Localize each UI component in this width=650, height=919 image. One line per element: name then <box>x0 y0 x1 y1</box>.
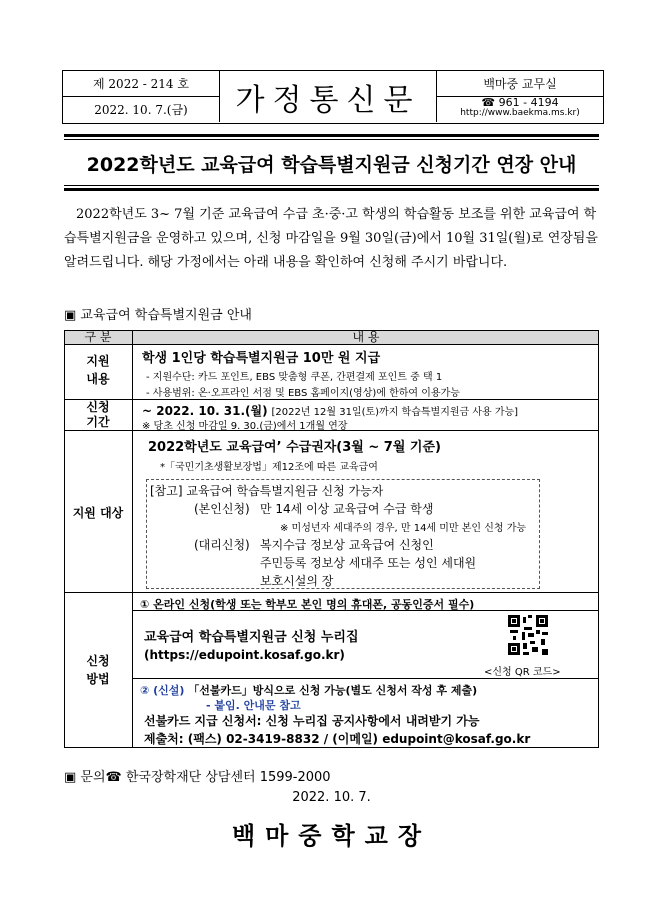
method1-url[interactable]: (https://edupoint.kosaf.go.kr) <box>144 648 345 662</box>
office-cell <box>437 71 603 122</box>
school-url[interactable]: http://www.baekma.ms.kr) <box>460 108 580 118</box>
office-phone: ☎ 961 - 4194 <box>481 96 559 109</box>
row-label-support: 지원 내용 <box>86 354 110 386</box>
row-label-target: 지원 대상 <box>72 506 124 520</box>
support-main: 학생 1인당 학습특별지원금 10만 원 지급 <box>142 351 381 366</box>
signature: 백마중학교장 <box>231 821 432 850</box>
issue-number: 제 2022 - 214 호 <box>63 71 219 97</box>
support-scope: - 사용범위: 온·오프라인 서점 및 EBS 홈페이지(영상)에 한하여 이용가능 <box>146 388 460 399</box>
target-main: 2022학년도 교육급여’ 수급권자(3월 ~ 7월 기준) <box>148 440 441 455</box>
contact-info: ▣ 문의☎ 한국장학재단 상담센터 1599-2000 <box>64 770 331 785</box>
method2-prefix: ② (신설) <box>140 684 185 697</box>
support-means: - 지원수단: 카드 포인트, EBS 맞춤형 쿠폰, 간편결제 포인트 중 택 1 <box>146 372 443 383</box>
method2-note: - 붙임. 안내문 참고 <box>206 699 301 712</box>
col-header-category: 구 분 <box>84 330 112 344</box>
qr-code-icon[interactable] <box>508 615 548 655</box>
intro-paragraph <box>64 203 599 275</box>
divider-title <box>64 188 599 191</box>
newsletter-title: 가정통신문 <box>220 71 437 122</box>
page-title: 2022학년도 교육급여 학습특별지원금 신청기간 연장 안내 <box>86 154 577 176</box>
ref-proxy-label: (대리신청) <box>194 538 250 552</box>
reference-title: [참고] 교육급여 학습특별지원금 신청 가능자 <box>150 484 384 498</box>
office-contact <box>437 97 603 122</box>
row-label-method: 신청 방법 <box>86 654 110 686</box>
period-note: [2022년 12월 31일(토)까지 학습특별지원금 사용 가능] <box>271 407 519 418</box>
method2-submit: 제출처: (팩스) 02-3419-8832 / (이메일) edupoint@kosaf.go.kr <box>144 732 531 746</box>
method1-title: ① 온라인 신청(학생 또는 학부모 본인 명의 휴대폰, 공동인증서 필수) <box>140 598 475 611</box>
divider-top <box>64 134 599 137</box>
footer-date: 2022. 10. 7. <box>292 790 371 805</box>
method2-form: 선불카드 지급 신청서: 신청 누리집 공지사항에서 내려받기 가능 <box>144 714 480 728</box>
divider-title-thin <box>64 185 599 186</box>
method1-site: 교육급여 학습특별지원금 신청 누리집 <box>144 630 359 645</box>
ref-proxy-2: 주민등록 정보상 세대주 또는 성인 세대원 <box>260 556 477 570</box>
divider-top-thin <box>64 139 599 140</box>
ref-proxy-1: 복지수급 정보상 교육급여 신청인 <box>260 538 434 552</box>
period-deadline: ~ 2022. 10. 31.(월) <box>142 404 268 418</box>
newsletter-header <box>62 70 604 124</box>
ref-proxy-3: 보호시설의 장 <box>260 574 334 588</box>
ref-self-label: (본인신청) <box>194 502 250 516</box>
office-name: 백마중 교무실 <box>437 71 603 97</box>
issue-date: 2022. 10. 7.(금) <box>94 103 188 117</box>
intro-text: 2022학년도 3~ 7월 기준 교육급여 수급 초·중·고 학생의 학습활동 보조를 위한 교육급여 학습특별지원금을 운영하고 있으며, 신청 마감일을 9월 30일(금)에서 10월 31일(월)로 연장됨을 알려드립니다. 해당 가정에서는 아래 내용을 확인하여 신청해 주시기 바랍니다. <box>64 207 598 270</box>
info-table <box>64 330 599 748</box>
target-note: *「국민기초생활보장법」제12조에 따른 교육급여 <box>160 462 378 473</box>
issue-cell <box>63 71 220 122</box>
method2-title-line <box>140 682 477 698</box>
section-heading: ▣ 교육급여 학습특별지원금 안내 <box>64 308 252 323</box>
method2-title: 「선불카드」방식으로 신청 가능(별도 신청서 작성 후 제출) <box>188 684 478 697</box>
period-extension: ※ 당초 신청 마감일 9. 30.(금)에서 1개월 연장 <box>142 421 348 432</box>
qr-caption: <신청 QR 코드> <box>484 667 561 678</box>
ref-self-note: ※ 미성년자 세대주의 경우, 만 14세 미만 본인 신청 가능 <box>280 523 527 534</box>
row-label-period: 신청 기간 <box>86 400 110 429</box>
col-header-content: 내 용 <box>352 330 380 344</box>
ref-self: 만 14세 이상 교육급여 수급 학생 <box>260 502 434 516</box>
